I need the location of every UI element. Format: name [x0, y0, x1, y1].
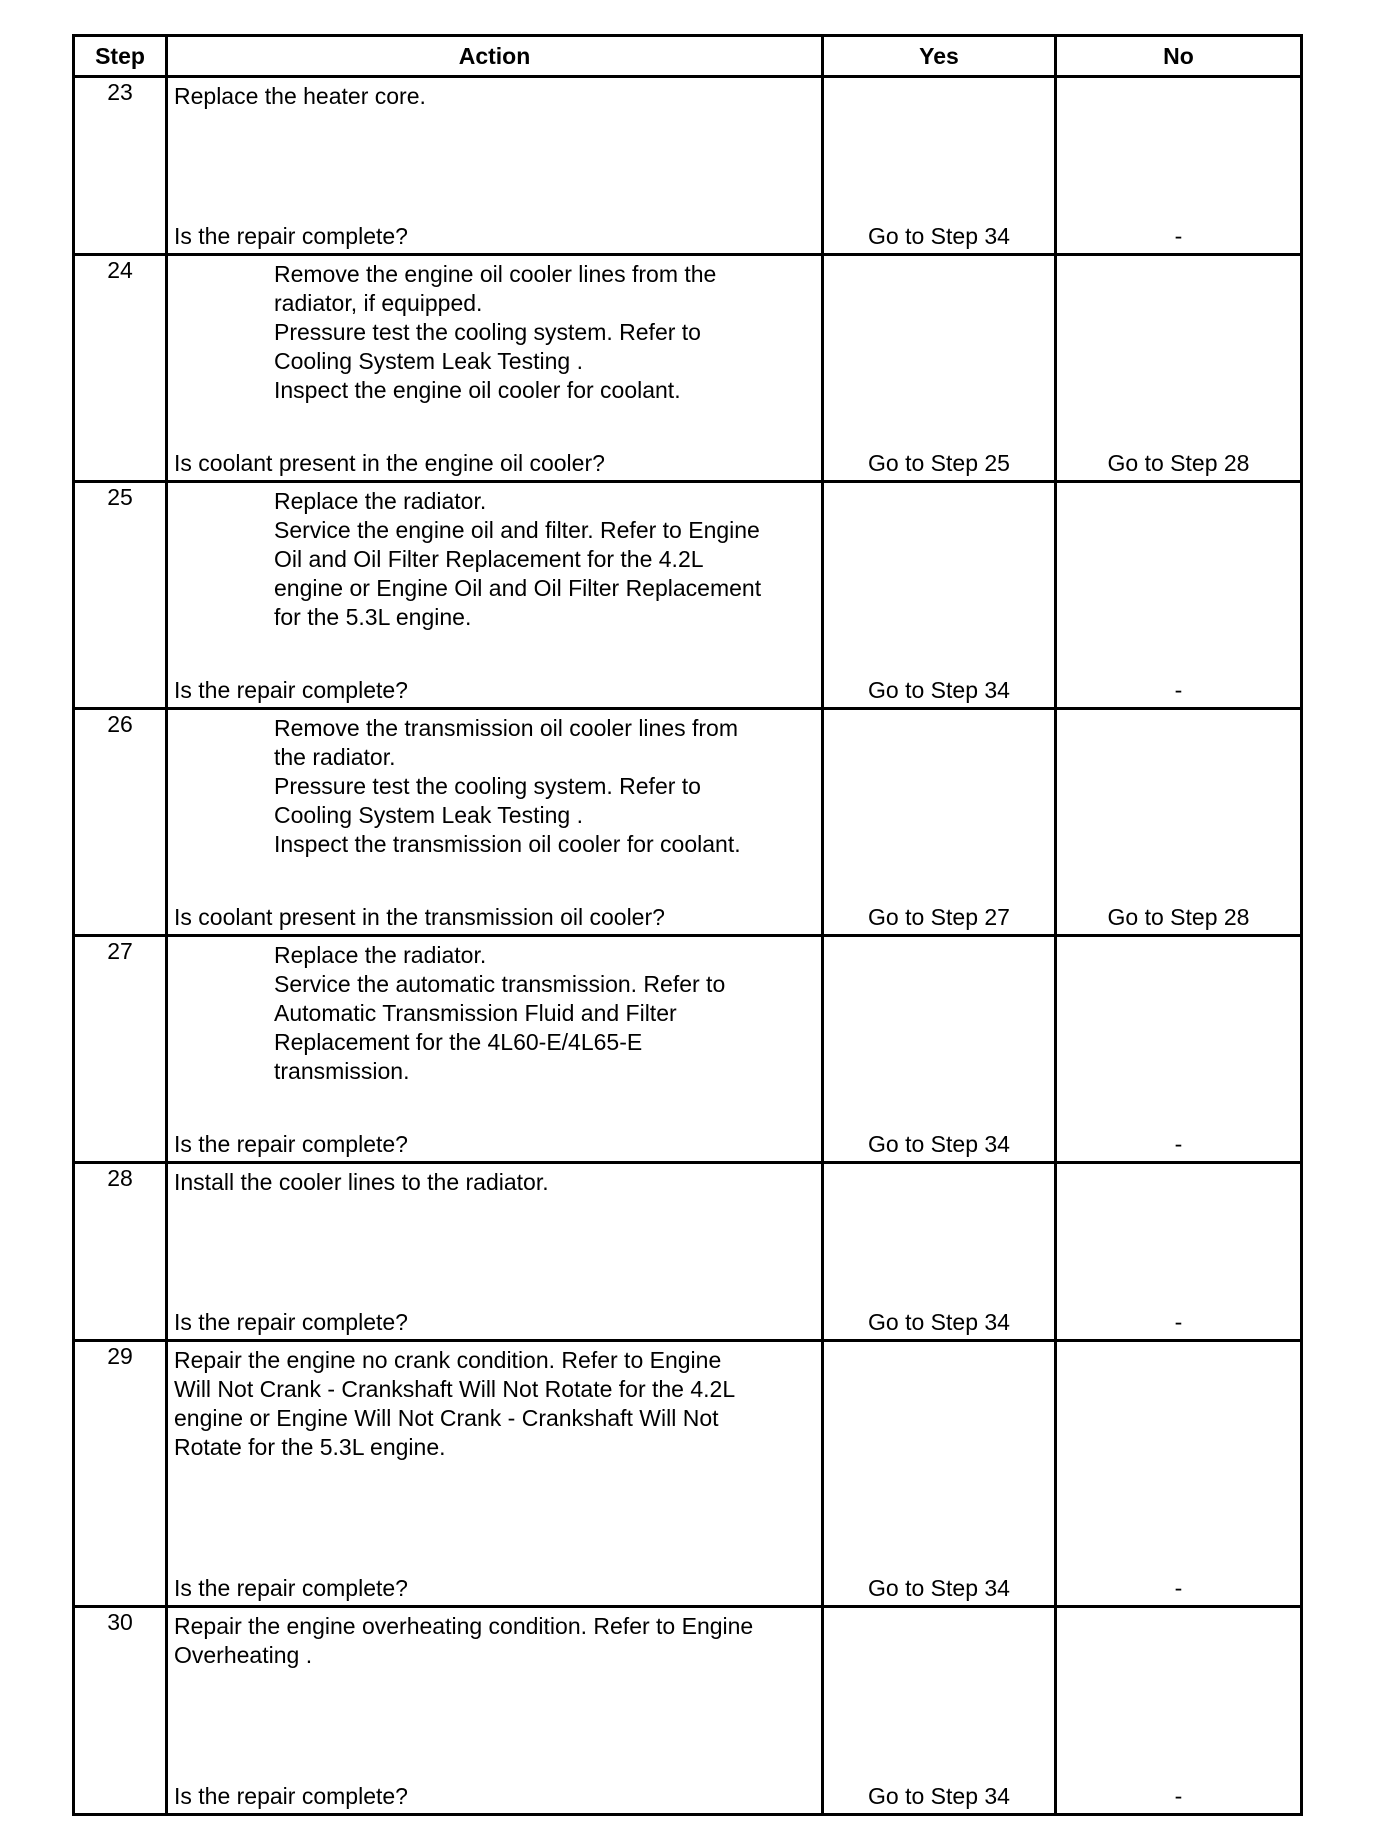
- yes-answer: Go to Step 34: [868, 223, 1010, 249]
- yes-answer: Go to Step 34: [868, 1575, 1010, 1601]
- action-line: Cooling System Leak Testing .: [274, 802, 583, 828]
- yes-cell: [823, 1163, 1056, 1341]
- step-number: 27: [74, 936, 167, 1163]
- yes-answer: Go to Step 25: [868, 450, 1010, 476]
- action-line: Cooling System Leak Testing .: [274, 348, 583, 374]
- action-line: Install the cooler lines to the radiator.: [174, 1169, 549, 1195]
- step-number: 26: [74, 709, 167, 936]
- no-cell: [1056, 1163, 1302, 1341]
- action-line: Oil and Oil Filter Replacement for the 4.2L: [274, 546, 704, 572]
- action-line: Service the engine oil and filter. Refer to Engine: [274, 517, 760, 543]
- header-step: Step: [74, 36, 167, 77]
- question-text: Is the repair complete?: [174, 1309, 408, 1335]
- yes-answer: Go to Step 34: [868, 1131, 1010, 1157]
- action-line: Pressure test the cooling system. Refer to: [274, 773, 701, 799]
- action-line: Inspect the engine oil cooler for coolant.: [274, 377, 681, 403]
- no-cell: [1056, 482, 1302, 709]
- table-row: [74, 1607, 1302, 1815]
- yes-cell: [823, 482, 1056, 709]
- header-row: [74, 36, 1302, 77]
- action-line: Will Not Crank - Crankshaft Will Not Rotate for the 4.2L: [174, 1376, 736, 1402]
- action-line: Replace the radiator.: [274, 488, 487, 514]
- action-line: Pressure test the cooling system. Refer to: [274, 319, 701, 345]
- no-answer: Go to Step 28: [1107, 904, 1250, 930]
- question-text: Is coolant present in the engine oil cooler?: [174, 450, 605, 476]
- table-row: [74, 1341, 1302, 1607]
- yes-answer: Go to Step 27: [868, 904, 1010, 930]
- action-line: Inspect the transmission oil cooler for coolant.: [274, 831, 741, 857]
- diagnostic-table: [72, 34, 1303, 1816]
- diagnostic-table-container: [72, 34, 1300, 1816]
- table-row: [74, 1163, 1302, 1341]
- step-number: 24: [74, 255, 167, 482]
- action-line: Service the automatic transmission. Refer to: [274, 971, 726, 997]
- question-text: Is the repair complete?: [174, 1575, 408, 1601]
- table-row: [74, 482, 1302, 709]
- question-text: Is coolant present in the transmission oil cooler?: [174, 904, 665, 930]
- action-line: Remove the transmission oil cooler lines from: [274, 715, 739, 741]
- yes-cell: [823, 709, 1056, 936]
- no-cell: [1056, 255, 1302, 482]
- action-line: Replacement for the 4L60-E/4L65-E: [274, 1029, 643, 1055]
- action-line: Repair the engine overheating condition. Refer to Engine: [174, 1613, 754, 1639]
- no-cell: [1056, 77, 1302, 255]
- action-line: the radiator.: [274, 744, 396, 770]
- action-line: Rotate for the 5.3L engine.: [174, 1434, 446, 1460]
- action-cell: [167, 1341, 823, 1607]
- no-cell: [1056, 709, 1302, 936]
- yes-answer: Go to Step 34: [868, 677, 1010, 703]
- yes-cell: [823, 255, 1056, 482]
- action-line: Remove the engine oil cooler lines from the: [274, 261, 717, 287]
- header-yes: Yes: [823, 36, 1056, 77]
- no-answer: -: [1174, 223, 1183, 249]
- header-action: Action: [167, 36, 823, 77]
- step-number: 30: [74, 1607, 167, 1815]
- question-text: Is the repair complete?: [174, 1783, 408, 1809]
- action-line: transmission.: [274, 1058, 410, 1084]
- step-number: 25: [74, 482, 167, 709]
- action-cell: [167, 709, 823, 936]
- step-number: 29: [74, 1341, 167, 1607]
- step-number: 23: [74, 77, 167, 255]
- table-row: [74, 77, 1302, 255]
- action-cell: [167, 77, 823, 255]
- action-line: Repair the engine no crank condition. Refer to Engine: [174, 1347, 722, 1373]
- header-no: No: [1056, 36, 1302, 77]
- question-text: Is the repair complete?: [174, 677, 408, 703]
- question-text: Is the repair complete?: [174, 1131, 408, 1157]
- action-cell: [167, 255, 823, 482]
- action-line: Replace the heater core.: [174, 83, 426, 109]
- action-line: radiator, if equipped.: [274, 290, 483, 316]
- no-answer: -: [1174, 1131, 1183, 1157]
- action-cell: [167, 1607, 823, 1815]
- no-answer: -: [1174, 1575, 1183, 1601]
- action-line: engine or Engine Oil and Oil Filter Replacement: [274, 575, 762, 601]
- question-text: Is the repair complete?: [174, 223, 408, 249]
- no-cell: [1056, 936, 1302, 1163]
- no-cell: [1056, 1607, 1302, 1815]
- yes-cell: [823, 936, 1056, 1163]
- table-row: [74, 936, 1302, 1163]
- action-line: for the 5.3L engine.: [274, 604, 472, 630]
- yes-answer: Go to Step 34: [868, 1309, 1010, 1335]
- action-line: Overheating .: [174, 1642, 313, 1668]
- action-cell: [167, 482, 823, 709]
- no-cell: [1056, 1341, 1302, 1607]
- no-answer: Go to Step 28: [1107, 450, 1250, 476]
- yes-cell: [823, 1607, 1056, 1815]
- action-line: engine or Engine Will Not Crank - Crankshaft Will Not: [174, 1405, 719, 1431]
- no-answer: -: [1174, 677, 1183, 703]
- step-number: 28: [74, 1163, 167, 1341]
- action-cell: [167, 1163, 823, 1341]
- action-cell: [167, 936, 823, 1163]
- table-row: [74, 255, 1302, 482]
- action-line: Replace the radiator.: [274, 942, 487, 968]
- yes-cell: [823, 1341, 1056, 1607]
- action-line: Automatic Transmission Fluid and Filter: [274, 1000, 677, 1026]
- table-row: [74, 709, 1302, 936]
- yes-answer: Go to Step 34: [868, 1783, 1010, 1809]
- no-answer: -: [1174, 1309, 1183, 1335]
- yes-cell: [823, 77, 1056, 255]
- no-answer: -: [1174, 1783, 1183, 1809]
